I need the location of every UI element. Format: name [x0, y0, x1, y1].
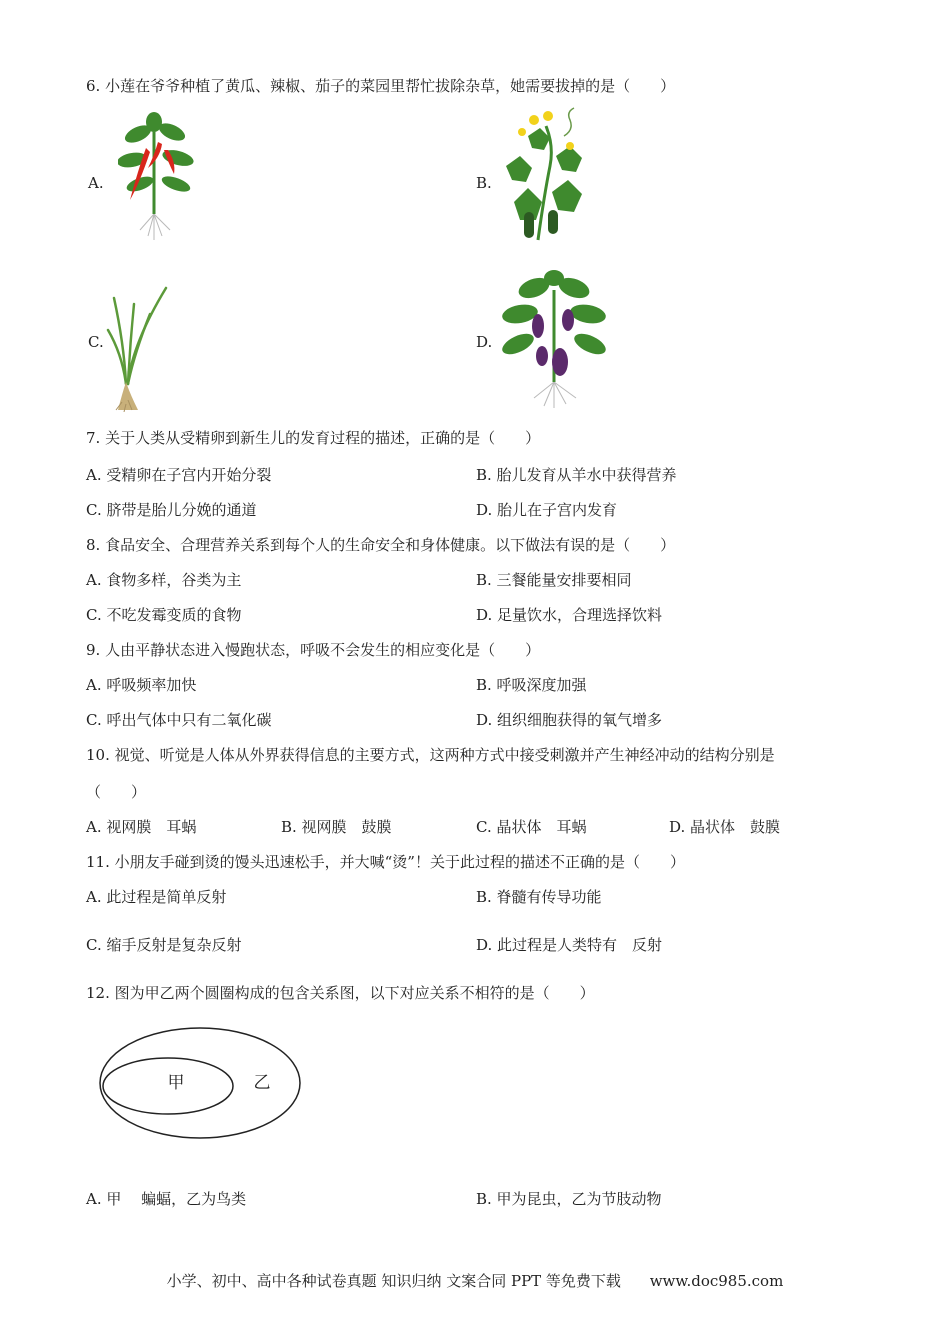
footer-url[interactable]: www.doc985.com — [649, 1272, 784, 1290]
q9-option-c: C. 呼出气体中只有二氧化碳 — [86, 711, 272, 729]
q11-option-d: D. 此过程是人类特有 反射 — [476, 936, 663, 954]
q8-stem: 8. 食品安全、合理营养关系到每个人的生命安全和身体健康。以下做法有误的是（ ） — [86, 536, 676, 554]
q8-option-a: A. 食物多样，谷类为主 — [86, 571, 242, 589]
q6-option-b-label: B. — [476, 174, 492, 192]
pepper-plant-icon — [118, 112, 208, 242]
q11-option-c: C. 缩手反射是复杂反射 — [86, 936, 242, 954]
q7-stem: 7. 关于人类从受精卵到新生儿的发育过程的描述，正确的是（ ） — [86, 429, 541, 447]
q10-option-b: B. 视网膜 鼓膜 — [281, 818, 392, 836]
q6-option-a-label: A. — [88, 174, 104, 192]
q8-option-d: D. 足量饮水，合理选择饮料 — [476, 606, 663, 624]
q11-option-a: A. 此过程是简单反射 — [86, 888, 227, 906]
q8-option-b: B. 三餐能量安排要相同 — [476, 571, 632, 589]
grass-weed-icon — [104, 284, 176, 412]
q10-stem: 10. 视觉、听觉是人体从外界获得信息的主要方式，这两种方式中接受刺激并产生神经冲动的结构分别是 — [86, 746, 775, 764]
q9-option-d: D. 组织细胞获得的氧气增多 — [476, 711, 663, 729]
q11-stem: 11. 小朋友手碰到烫的馒头迅速松手，并大喊“烫”！关于此过程的描述不正确的是（ ） — [86, 853, 685, 871]
outer-label: 乙 — [253, 1073, 271, 1093]
q10-option-d: D. 晶状体 鼓膜 — [669, 818, 781, 836]
q12-option-b: B. 甲为昆虫，乙为节肢动物 — [476, 1190, 662, 1208]
q6-stem: 6. 小莲在爷爷种植了黄瓜、辣椒、茄子的菜园里帮忙拔除杂草，她需要拔掉的是（ ） — [86, 77, 676, 95]
q10-stem-continued: （ ） — [86, 783, 147, 801]
q7-option-d: D. 胎儿在子宫内发育 — [476, 501, 618, 519]
q10-option-c: C. 晶状体 耳蜗 — [476, 818, 587, 836]
q9-option-b: B. 呼吸深度加强 — [476, 676, 587, 694]
q12-option-a: A. 甲 蝙蝠，乙为鸟类 — [86, 1190, 247, 1208]
q11-option-b: B. 脊髓有传导功能 — [476, 888, 602, 906]
q10-option-a: A. 视网膜 耳蜗 — [86, 818, 197, 836]
q8-option-c: C. 不吃发霉变质的食物 — [86, 606, 242, 624]
inclusion-diagram — [96, 1024, 306, 1142]
eggplant-plant-icon — [498, 270, 610, 410]
q9-stem: 9. 人由平静状态进入慢跑状态，呼吸不会发生的相应变化是（ ） — [86, 641, 541, 659]
q6-option-d-label: D. — [476, 333, 493, 351]
q9-option-a: A. 呼吸频率加快 — [86, 676, 197, 694]
inner-label: 甲 — [167, 1073, 185, 1093]
q7-option-b: B. 胎儿发育从羊水中获得营养 — [476, 466, 677, 484]
q7-option-c: C. 脐带是胎儿分娩的通道 — [86, 501, 257, 519]
q6-option-c-label: C. — [88, 333, 104, 351]
page-footer — [0, 1270, 950, 1291]
q7-option-a: A. 受精卵在子宫内开始分裂 — [86, 466, 272, 484]
footer-text: 小学、初中、高中各种试卷真题 知识归纳 文案合同 PPT 等免费下载 — [166, 1272, 621, 1290]
q12-stem: 12. 图为甲乙两个圆圈构成的包含关系图，以下对应关系不相符的是（ ） — [86, 984, 595, 1002]
cucumber-plant-icon — [494, 106, 594, 242]
